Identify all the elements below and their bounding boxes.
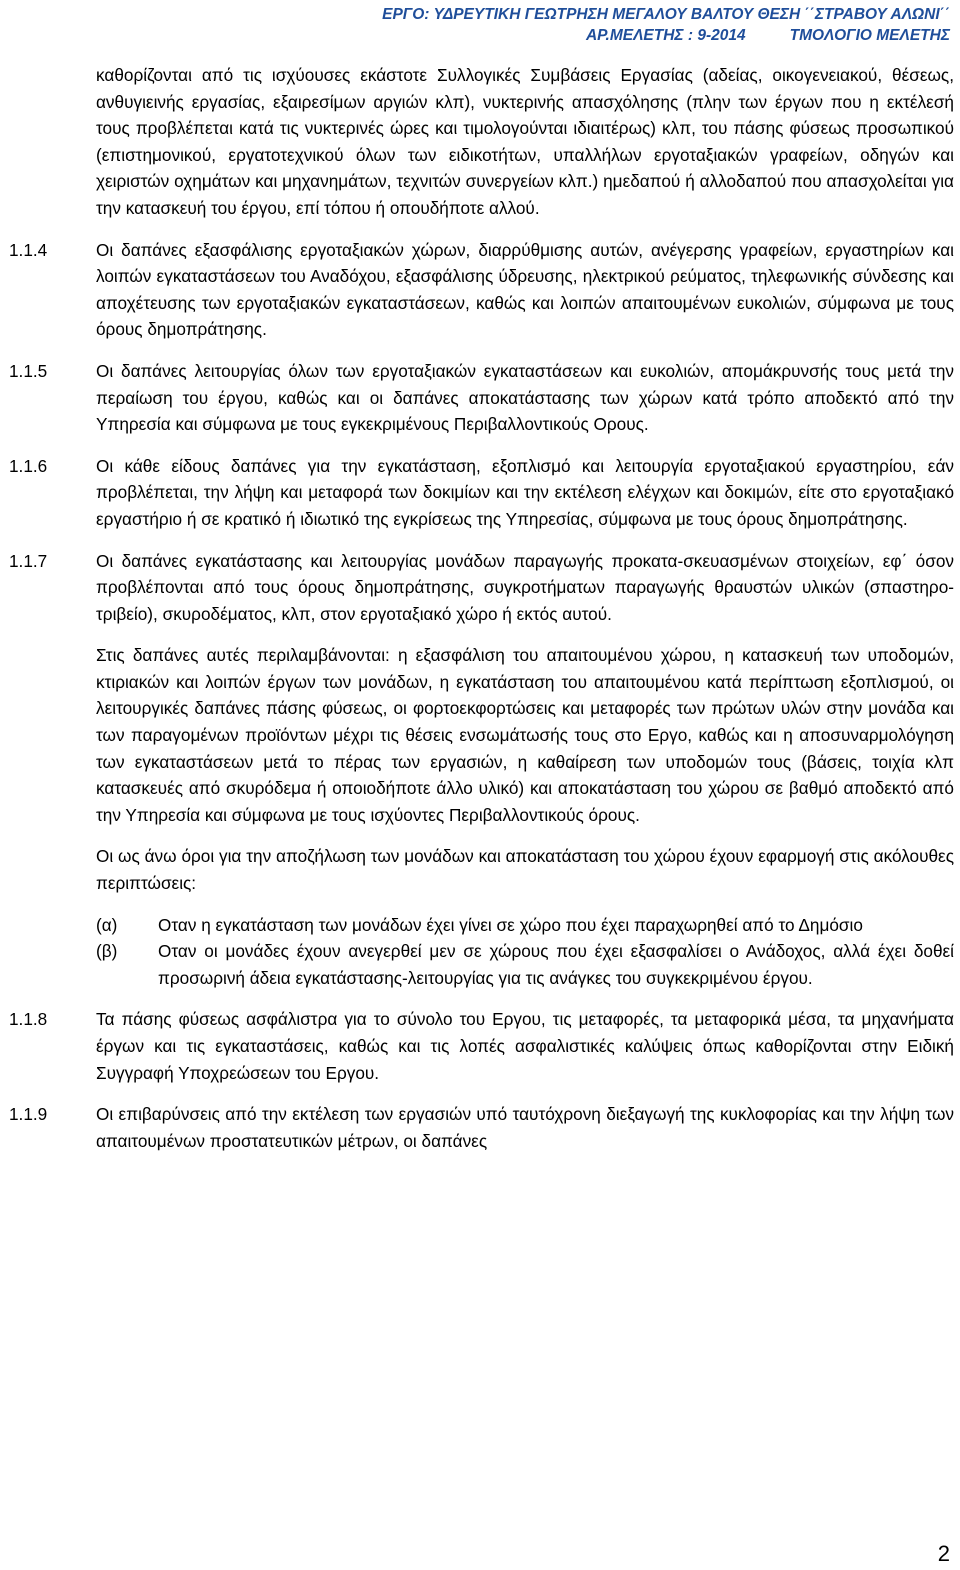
intro-paragraph: καθορίζονται από τις ισχύουσες εκάστοτε Συλλογικές Συμβάσεις Εργασίας (αδείας, οικογενειακού, θέσεως, ανθυγιεινής εργασίας, εξαιρεσίμων αργιών κλπ), νυκτερινής απασχόλησης (πλην των έργων που η εκτέλεσή τους προβλέπεται κατά τις νυκτερινές ώρες και τιμολογούνται ιδιαιτέρως) κλπ, του πάσης φύσεως προσωπικού (επιστημονικού, εργατοτεχνικού όλων των ειδικοτήτων, υπαλλήλων εργοταξιακών γραφείων, οδηγών και χειριστών οχημάτων και μηχανημάτων, τεχνιτών συνεργείων κλπ.) ημεδαπού ή αλλοδαπού που απασχολείται για την κατασκευή του έργου, επί τόπου ή οπουδήποτε αλλού. xyxy=(96,65,954,218)
document-type: ΤΜΟΛΟΓΙΟ ΜΕΛΕΤΗΣ xyxy=(789,27,950,44)
cases-list xyxy=(96,912,954,992)
section-number: 1.1.9 xyxy=(9,1104,48,1125)
list-item-label: (β) xyxy=(96,941,118,962)
section-1-1-5 xyxy=(9,358,954,438)
section-1-1-9 xyxy=(9,1101,954,1154)
section-1-1-7 xyxy=(9,548,954,992)
list-item-text: Οταν η εγκατάσταση των μονάδων έχει γίνει σε χώρο που έχει παραχωρηθεί από το Δημόσιο xyxy=(158,914,863,935)
section-1-1-4 xyxy=(9,237,954,343)
project-title: ΕΡΓΟ: ΥΔΡΕΥΤΙΚΗ ΓΕΩΤΡΗΣΗ ΜΕΓΑΛΟΥ ΒΑΛΤΟΥ ΘΕΣΗ ΄΄ΣΤΡΑΒΟΥ ΑΛΩΝΙ΄΄ xyxy=(382,6,950,23)
list-item-text: Οταν οι μονάδες έχουν ανεγερθεί μεν σε χώρους που έχει εξασφαλίσει ο Ανάδοχος, αλλά έχει δοθεί προσωρινή άδεια εγκατάστασης-λειτουργίας για τις ανάγκες του συγκεκριμένου έργου. xyxy=(158,941,954,988)
section-text: Οι κάθε είδους δαπάνες για την εγκατάσταση, εξοπλισμό και λειτουργία εργοταξιακού εργαστηρίου, εάν προβλέπεται, την λήψη και μεταφορά των δοκιμίων και την εκτέλεση ελέγχων και δοκιμών, είτε στο εργοταξιακό εργαστήριο ή σε κρατικό ή ιδιωτικό της εγκρίσεως της Υπηρεσίας, σύμφωνα με τους όρους δημοπράτησης. xyxy=(96,455,954,529)
section-number: 1.1.4 xyxy=(9,239,48,260)
list-item xyxy=(96,912,954,939)
section-paragraph: Οι ως άνω όροι για την αποζήλωση των μονάδων και αποκατάσταση του χώρου έχουν εφαρμογή στις ακόλουθες περιπτώσεις: xyxy=(96,846,954,894)
section-number: 1.1.6 xyxy=(9,455,48,476)
page-number: 2 xyxy=(937,1541,950,1566)
section-text: Οι δαπάνες εξασφάλισης εργοταξιακών χώρων, διαρρύθμισης αυτών, ανέγερσης γραφείων, εργαστηρίων και λοιπών εγκαταστάσεων του Αναδόχου, εξασφάλισης ύδρευσης, ηλεκτρικού ρεύματος, τηλεφωνικής σύνδεσης και αποχέτευσης των εργοταξιακών εγκαταστάσεων, καθώς και λοιπών απαιτουμένων ευκολιών, σύμφωνα με τους όρους δημοπράτησης. xyxy=(96,239,954,340)
list-item-label: (α) xyxy=(96,914,118,935)
list-item xyxy=(96,938,954,991)
section-1-1-8 xyxy=(9,1006,954,1086)
section-1-1-6 xyxy=(9,453,954,533)
page-header xyxy=(382,4,950,46)
section-paragraph: Στις δαπάνες αυτές περιλαμβάνονται: η εξασφάλιση του απαιτουμένου χώρου, η κατασκευή των υποδομών, κτιριακών και λοιπών έργων των μονάδων, η εγκατάσταση του απαιτουμένου κατά περίπτωση εξοπλισμού, οι λειτουργικές δαπάνες πάσης φύσεως, οι φορτοεκφορτώσεις και μεταφορές των πρώτων υλών στην μονάδα και των παραγομένων προϊόντων μέχρι τις θέσεις ενσωμάτωσής τους στο Εργο, καθώς και η αποσυναρμολόγηση των εγκαταστάσεων μετά το πέρας των εργασιών, η καθαίρεση των υποδομών τους (βάσεις, τοιχία κλπ κατασκευές από σκυρόδεμα ή οποιοδήποτε άλλο υλικό) και αποκατάσταση του χώρου σε βαθμό αποδεκτό από την Υπηρεσία και σύμφωνα με τους ισχύοντες Περιβαλλοντικούς όρους. xyxy=(96,645,954,825)
study-number: ΑΡ.ΜΕΛΕΤΗΣ : 9-2014 xyxy=(585,27,746,44)
section-text: Τα πάσης φύσεως ασφάλιστρα για το σύνολο του Εργου, τις μεταφορές, τα μεταφορικά μέσα, τα μηχανήματα έργων και τις εγκαταστάσεις, καθώς και τις λοπές ασφαλιστικές καλύψεις όπως καθορίζονται στην Ειδική Συγγραφή Υποχρεώσεων του Εργου. xyxy=(96,1009,954,1083)
section-text: Οι δαπάνες εγκατάστασης και λειτουργίας μονάδων παραγωγής προκατα-σκευασμένων στοιχείων, εφ΄ όσον προβλέπονται από τους όρους δημοπράτησης, συγκροτήματων παραγωγής θραυστών υλικών (σπαστηρο-τριβείο), σκυροδέματος, κλπ, στον εργοταξιακό χώρο ή εκτός αυτού. xyxy=(96,550,954,624)
document-body xyxy=(9,62,954,1154)
header-meta-row xyxy=(382,25,950,46)
section-text: Οι δαπάνες λειτουργίας όλων των εργοταξιακών εγκαταστάσεων και ευκολιών, απομάκρυνσής τους μετά την περαίωση του έργου, καθώς και οι δαπάνες αποκατάστασης των χώρων κατά τρόπο αποδεκτό από την Υπηρεσία και σύμφωνα με τους εγκεκριμένους Περιβαλλοντικούς Ορους. xyxy=(96,360,954,435)
section-number: 1.1.7 xyxy=(9,550,48,571)
section-number: 1.1.5 xyxy=(9,360,48,381)
section-text: Οι επιβαρύνσεις από την εκτέλεση των εργασιών υπό ταυτόχρονη διεξαγωγή της κυκλοφορίας και την λήψη των απαιτουμένων προστατευτικών μέτρων, οι δαπάνες xyxy=(96,1104,954,1151)
section-number: 1.1.8 xyxy=(9,1009,48,1030)
